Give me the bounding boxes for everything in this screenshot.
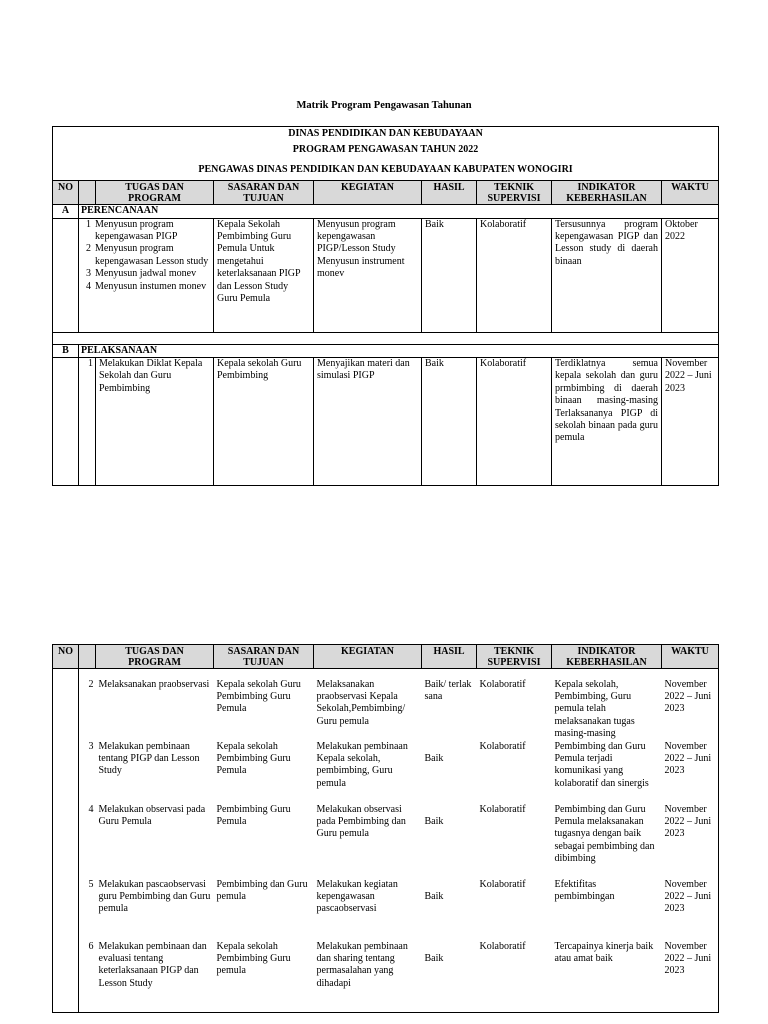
row-number: 1 (79, 358, 96, 486)
section-a-items (79, 218, 214, 332)
program-table-1 (52, 126, 719, 486)
row-teknik: Kolaboratif (479, 678, 526, 690)
table-row (53, 941, 719, 1013)
section-a-hasil: Baik (422, 218, 477, 332)
row-number: 6 (79, 941, 96, 1013)
row-indikator: Efektifitas pembimbingan (554, 878, 615, 902)
section-a-waktu: Oktober 2022 (662, 218, 719, 332)
section-b-name: PELAKSANAAN (79, 344, 719, 357)
table-row (53, 358, 719, 486)
row-hasil: Baik (422, 941, 477, 1013)
row-indikator: Kepala sekolah, Pembimbing, Guru pemula telah melaksanakan tugas masing-masing (554, 678, 635, 740)
spacer-row (53, 332, 719, 344)
row-sasaran: Kepala sekolah Guru Pembimbing (214, 358, 314, 486)
row-number: 5 (88, 878, 94, 890)
col-waktu: WAKTU (662, 645, 719, 669)
row-tugas: Melaksanakan praobservasi (98, 678, 210, 690)
col-tugas: TUGAS DAN PROGRAM (96, 645, 214, 669)
row-sasaran: Pembimbing dan Guru pemula (216, 878, 308, 902)
row-teknik: Kolaboratif (479, 740, 526, 752)
section-b-row (53, 344, 719, 357)
row-number: 4 (88, 803, 94, 815)
col-sasaran: SASARAN DAN TUJUAN (214, 181, 314, 205)
spacer-row (53, 669, 719, 679)
list-item: 1 Menyusun program kepengawasan PIGP (86, 218, 178, 243)
list-item: 4 Menyusun instumen monev (86, 280, 207, 292)
row-indikator: Tercapainya kinerja baik atau amat baik (552, 941, 662, 1013)
row-sasaran: Kepala sekolah Guru Pembimbing Guru Pemula (216, 678, 301, 715)
header-line-3: PENGAWAS DINAS PENDIDIKAN DAN KEBUDAYAAN KABUPATEN WONOGIRI (53, 157, 719, 181)
col-teknik: TEKNIK SUPERVISI (477, 181, 552, 205)
col-indikator: INDIKATOR KEBERHASILAN (552, 645, 662, 669)
section-a-sasaran: Kepala Sekolah Pembimbing Guru Pemula Untuk mengetahui keterlaksanaan PIGP dan Lesson Study Guru Pemula (214, 218, 314, 332)
row-tugas: Melakukan pembinaan tentang PIGP dan Lesson Study (98, 740, 200, 777)
row-sasaran: Kepala sekolah Pembimbing Guru pemula (214, 941, 314, 1013)
table-row (53, 879, 719, 941)
row-waktu: November 2022 – Juni 2023 (662, 358, 719, 486)
col-kegiatan: KEGIATAN (314, 645, 422, 669)
col-hasil: HASIL (422, 181, 477, 205)
section-b-code: B (53, 344, 79, 357)
row-sasaran: Kepala sekolah Pembimbing Guru Pemula (216, 740, 291, 777)
row-tugas: Melakukan pascaobservasi guru Pembimbing dan Guru pemula (98, 878, 211, 915)
row-hasil: Baik (424, 890, 444, 902)
section-a-code: A (53, 205, 79, 218)
row-teknik: Kolaboratif (479, 878, 526, 890)
row-teknik: Kolaboratif (477, 941, 552, 1013)
row-kegiatan: Melakukan observasi pada Pembimbing dan Guru pemula (316, 803, 406, 840)
row-kegiatan: Menyajikan materi dan simulasi PIGP (314, 358, 422, 486)
row-number: 3 (88, 740, 94, 752)
col-tugas: TUGAS DAN PROGRAM (96, 181, 214, 205)
row-hasil: Baik (424, 752, 444, 764)
col-sub (79, 181, 96, 205)
column-header-row (53, 181, 719, 205)
row-waktu: November 2022 – Juni 2023 (662, 879, 719, 941)
col-indikator: INDIKATOR KEBERHASILAN (552, 181, 662, 205)
col-waktu: WAKTU (662, 181, 719, 205)
section-a-teknik: Kolaboratif (477, 218, 552, 332)
list-item: 3 Menyusun jadwal monev (86, 268, 197, 280)
column-header-row (53, 645, 719, 669)
row-hasil: Baik (422, 358, 477, 486)
section-a-kegiatan: Menyusun program kepengawasan PIGP/Lesson Study Menyusun instrument monev (314, 218, 422, 332)
row-hasil: Baik (424, 815, 444, 827)
row-hasil: Baik/ terlaksana (424, 678, 472, 702)
list-item: 2 Menyusun program kepengawasan Lesson study (86, 243, 209, 267)
col-no: NO (53, 645, 79, 669)
row-sasaran: Pembimbing Guru Pemula (216, 803, 291, 827)
table-row (53, 804, 719, 879)
document-title: Matrik Program Pengawasan Tahunan (296, 100, 472, 111)
col-no: NO (53, 181, 79, 205)
section-a-row (53, 205, 719, 218)
row-indikator: Pembimbing dan Guru Pemula terjadi komunikasi yang kolaboratif dan sinergis (554, 740, 649, 789)
col-teknik: TEKNIK SUPERVISI (477, 645, 552, 669)
table-row (53, 679, 719, 741)
row-teknik: Kolaboratif (477, 358, 552, 486)
row-number: 2 (88, 678, 94, 690)
row-tugas: Melakukan pembinaan dan evaluasi tentang keterlaksanaan PIGP dan Lesson Study (96, 941, 214, 1013)
row-waktu: November 2022 – Juni 2023 (662, 741, 719, 804)
program-table-2 (52, 644, 719, 1013)
header-line-1: DINAS PENDIDIKAN DAN KEBUDAYAAN (53, 127, 719, 141)
row-tugas: Melakukan observasi pada Guru Pemula (98, 803, 206, 827)
row-tugas: Melakukan Diklat Kepala Sekolah dan Guru Pembimbing (96, 358, 214, 486)
row-indikator: Pembimbing dan Guru Pemula melaksanakan tugasnya dengan baik sebagai pembimbing dan dibimbing (554, 803, 655, 865)
row-kegiatan: Melakukan kegiatan kepengawasan pascaobservasi (316, 878, 398, 915)
col-sasaran: SASARAN DAN TUJUAN (214, 645, 314, 669)
header-line-2: PROGRAM PENGAWASAN TAHUN 2022 (53, 140, 719, 156)
col-hasil: HASIL (422, 645, 477, 669)
row-kegiatan: Melakukan pembinaan Kepala sekolah, pembimbing, Guru pemula (316, 740, 408, 789)
section-a-indikator: Tersusunnya program kepengawasan PIGP dan Lesson study di daerah binaan (552, 218, 662, 332)
row-waktu: November 2022 – Juni 2023 (662, 804, 719, 879)
col-sub (79, 645, 96, 669)
table-row (53, 741, 719, 804)
section-a-name: PERENCANAAN (79, 205, 719, 218)
row-kegiatan: Melakukan pembinaan dan sharing tentang permasalahan yang dihadapi (314, 941, 422, 1013)
row-teknik: Kolaboratif (479, 803, 526, 815)
section-a-content-row (53, 218, 719, 332)
row-waktu: November 2022 – Juni 2023 (662, 679, 719, 741)
row-waktu: November 2022 – Juni 2023 (662, 941, 719, 1013)
row-kegiatan: Melaksanakan praobservasi Kepala Sekolah,Pembimbing/ Guru pemula (316, 678, 406, 727)
col-kegiatan: KEGIATAN (314, 181, 422, 205)
row-indikator: Terdiklatnya semua kepala sekolah dan guru prmbimbing di daerah binaan masing-masing Terlaksananya PIGP di sekolah binaan pada guru pemula (552, 358, 662, 486)
